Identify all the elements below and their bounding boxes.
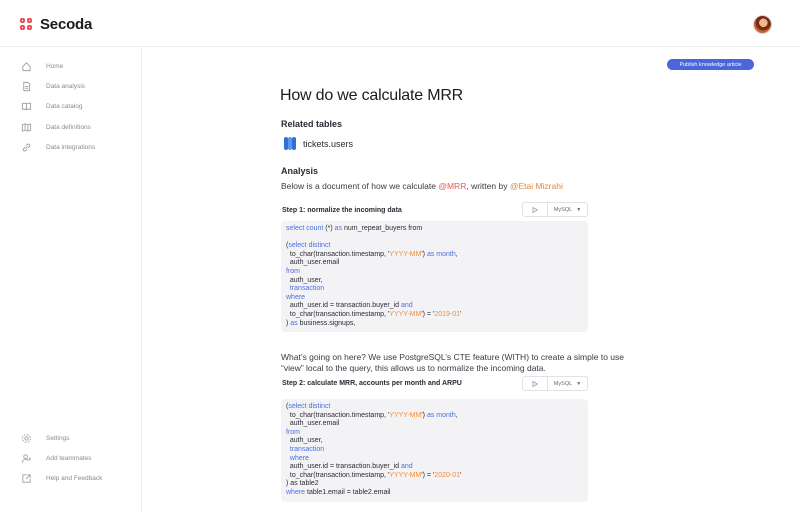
sidebar-item-label: Data definitions: [46, 123, 91, 131]
code-line: [286, 285, 583, 294]
code-keyword: select distinct: [288, 403, 331, 410]
code-line: [286, 251, 583, 260]
code-keyword: where: [286, 454, 309, 462]
play-icon: [532, 381, 538, 387]
code-text: to_char(transaction.timestamp, ': [286, 471, 390, 479]
code-string: YYYY-MM: [389, 471, 422, 479]
page-title: How do we calculate MRR: [280, 87, 464, 104]
app-logo[interactable]: [20, 16, 92, 33]
sidebar-item-label: Home: [46, 62, 64, 70]
code-text: auth_user.id = transaction.buyer_id: [286, 463, 401, 471]
code-text: num_repeat_buyers from: [342, 225, 423, 232]
explanation-line: “view” local to the query, this allows us to normalize the incoming data.: [281, 363, 546, 373]
code-line: [286, 420, 583, 429]
code-text: auth_user.id = transaction.buyer_id: [286, 302, 401, 310]
code-keyword: from: [286, 267, 300, 275]
app-name: Secoda: [40, 16, 93, 33]
language-select[interactable]: [548, 203, 587, 216]
code-line: [286, 268, 583, 277]
code-keyword: as: [290, 319, 298, 327]
run-button[interactable]: [523, 377, 548, 390]
table-icon: [284, 137, 296, 150]
code-text: ') = ': [421, 310, 435, 318]
code-block-step1[interactable]: [281, 221, 588, 332]
code-toolbar: [522, 376, 588, 391]
intro-text: Below is a document of how we calculate: [281, 181, 439, 191]
code-line: [286, 234, 583, 243]
code-keyword: as month: [426, 250, 456, 258]
code-keyword: transaction: [286, 285, 325, 293]
code-text: to_char(transaction.timestamp, ': [286, 250, 390, 258]
run-button[interactable]: [523, 203, 548, 216]
sidebar-item-data-analysis[interactable]: [20, 78, 85, 94]
code-keyword: select distinct: [288, 242, 331, 250]
code-string: 2019-01: [434, 310, 460, 318]
code-text: auth_user,: [286, 437, 323, 445]
code-line: [286, 489, 583, 498]
related-table-link[interactable]: [284, 137, 353, 150]
play-icon: [532, 207, 538, 213]
code-line: [286, 242, 583, 251]
sidebar-item-label: Data integrations: [46, 143, 96, 151]
code-keyword: select count: [286, 225, 324, 232]
explanation-line: What’s going on here? We use PostgreSQL’s CTE feature (WITH) to create a simple to use: [281, 352, 624, 362]
link-icon: [20, 141, 32, 153]
top-bar: [0, 0, 800, 47]
language-label: MySQL: [553, 380, 573, 387]
code-text: ': [460, 310, 462, 318]
code-keyword: as month: [426, 411, 456, 419]
code-keyword: and: [401, 463, 413, 471]
code-text: '): [421, 250, 427, 258]
step2-heading: Step 2: calculate MRR, accounts per month and ARPU: [282, 380, 462, 387]
code-line: [286, 472, 583, 481]
code-text: ) as table2: [286, 480, 319, 488]
code-line: [286, 294, 583, 303]
mention-mrr[interactable]: @MRR: [438, 181, 467, 191]
code-line: [286, 412, 583, 421]
secoda-logo-icon: [20, 18, 34, 32]
code-keyword: where: [286, 488, 306, 496]
code-string: 2020-01: [434, 471, 460, 479]
language-select[interactable]: [548, 377, 587, 390]
sidebar-item-settings[interactable]: [20, 430, 70, 446]
analysis-intro: [281, 181, 563, 192]
code-line: [286, 277, 583, 286]
code-block-step2[interactable]: [281, 399, 588, 502]
code-text: to_char(transaction.timestamp, ': [286, 411, 390, 419]
code-text: (*): [323, 225, 335, 232]
code-text: business.signups,: [297, 319, 356, 327]
sidebar-item-label: Help and Feedback: [46, 474, 103, 482]
code-keyword: where: [286, 293, 306, 301]
code-string: YYYY-MM: [389, 310, 422, 318]
chevron-down-icon: ▼: [576, 380, 582, 387]
chevron-down-icon: ▼: [576, 206, 582, 213]
sidebar-item-help[interactable]: [20, 470, 102, 486]
language-label: MySQL: [553, 206, 573, 213]
document-icon: [20, 80, 32, 92]
sidebar-item-label: Data analysis: [46, 82, 86, 90]
add-user-icon: [20, 452, 32, 464]
code-string: YYYY-MM: [389, 250, 422, 258]
external-link-icon: [20, 472, 32, 484]
code-text: auth_user.email: [286, 259, 340, 267]
code-text: (: [286, 242, 289, 250]
code-text: auth_user.email: [286, 420, 340, 428]
sidebar-item-data-definitions[interactable]: [20, 119, 91, 135]
code-line: [286, 320, 583, 329]
home-icon: [20, 60, 32, 72]
main-content: [143, 48, 800, 513]
related-tables-heading: Related tables: [281, 119, 343, 129]
code-keyword: as: [334, 225, 343, 232]
code-line: [286, 480, 583, 489]
code-line: [286, 225, 583, 234]
mention-author[interactable]: @Etai Mizrahi: [509, 181, 563, 191]
code-text: auth_user,: [286, 276, 323, 284]
code-text: ): [286, 319, 291, 327]
gear-icon: [20, 432, 32, 444]
code-keyword: from: [286, 428, 300, 436]
code-text: ') = ': [421, 471, 435, 479]
intro-text: , written by: [466, 181, 510, 191]
sidebar-item-add-teammates[interactable]: [20, 450, 92, 466]
code-line: [286, 311, 583, 320]
sidebar-item-data-catalog[interactable]: [20, 98, 83, 114]
related-table-name: tickets.users: [303, 138, 354, 149]
code-text: to_char(transaction.timestamp, ': [286, 310, 390, 318]
code-text: (: [286, 403, 289, 410]
code-keyword: transaction: [286, 445, 325, 453]
code-line: [286, 302, 583, 311]
code-line: [286, 455, 583, 464]
code-text: ,: [455, 411, 458, 419]
sidebar-item-data-integrations[interactable]: [20, 139, 95, 155]
sidebar-item-label: Data catalog: [46, 102, 83, 110]
map-icon: [20, 121, 32, 133]
code-line: [286, 446, 583, 455]
code-line: [286, 429, 583, 438]
code-text: ,: [455, 250, 458, 258]
sidebar: [0, 48, 142, 513]
code-text: table1.email = table2.email: [305, 488, 391, 496]
code-line: [286, 403, 583, 412]
code-text: '): [421, 411, 427, 419]
step1-heading: Step 1: normalize the incoming data: [282, 207, 402, 214]
code-keyword: and: [401, 302, 413, 310]
code-line: [286, 437, 583, 446]
sidebar-item-home[interactable]: [20, 58, 63, 74]
code-line: [286, 463, 583, 472]
code-line: [286, 259, 583, 268]
book-icon: [20, 100, 32, 112]
avatar[interactable]: [753, 15, 772, 34]
sidebar-item-label: Settings: [46, 434, 70, 442]
sidebar-item-label: Add teammates: [46, 454, 92, 462]
code-string: YYYY-MM: [389, 411, 422, 419]
explanation-text: [281, 352, 624, 374]
code-toolbar: [522, 202, 588, 217]
code-text: ': [460, 471, 462, 479]
publish-button[interactable]: Publish knowledge article: [667, 59, 754, 70]
analysis-heading: Analysis: [281, 166, 319, 176]
